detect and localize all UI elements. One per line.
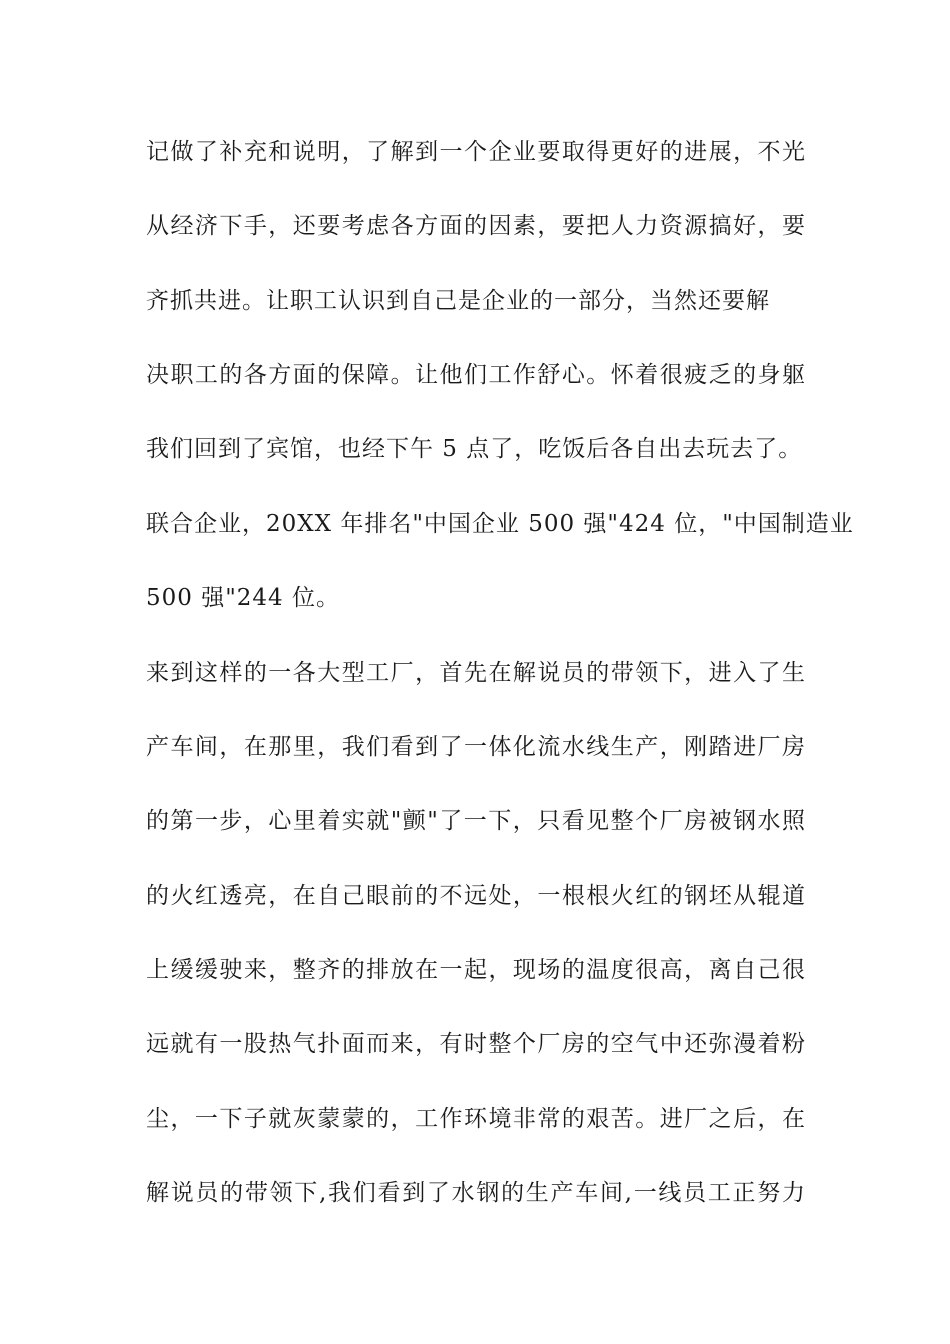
text-line: 决职工的各方面的保障。让他们工作舒心。怀着很疲乏的身躯 — [146, 362, 806, 388]
text-line: 500 强"244 位。 — [146, 585, 341, 611]
text-line: 来到这样的一各大型工厂，首先在解说员的带领下，进入了生 — [146, 660, 806, 686]
text-line: 解说员的带领下,我们看到了水钢的生产车间,一线员工正努力 — [146, 1180, 806, 1206]
text-line: 远就有一股热气扑面而来，有时整个厂房的空气中还弥漫着粉 — [146, 1031, 806, 1057]
text-line: 产车间，在那里，我们看到了一体化流水线生产，刚踏进厂房 — [146, 734, 806, 760]
text-line: 尘，一下子就灰蒙蒙的，工作环境非常的艰苦。进厂之后，在 — [146, 1106, 806, 1132]
text-line: 从经济下手，还要考虑各方面的因素，要把人力资源搞好，要 — [146, 213, 806, 239]
text-line: 记做了补充和说明，了解到一个企业要取得更好的进展，不光 — [146, 139, 806, 165]
text-line: 上缓缓驶来，整齐的排放在一起，现场的温度很高，离自己很 — [146, 957, 806, 983]
text-line: 的火红透亮，在自己眼前的不远处，一根根火红的钢坯从辊道 — [146, 883, 806, 909]
text-line: 齐抓共进。让职工认识到自己是企业的一部分，当然还要解 — [146, 288, 770, 314]
text-line: 我们回到了宾馆，也经下午 5 点了，吃饭后各自出去玩去了。 — [146, 436, 803, 462]
text-line: 的第一步，心里着实就"颤"了一下，只看见整个厂房被钢水照 — [146, 808, 806, 834]
text-line: 联合企业，20XX 年排名"中国企业 500 强"424 位，"中国制造业 — [146, 511, 854, 537]
